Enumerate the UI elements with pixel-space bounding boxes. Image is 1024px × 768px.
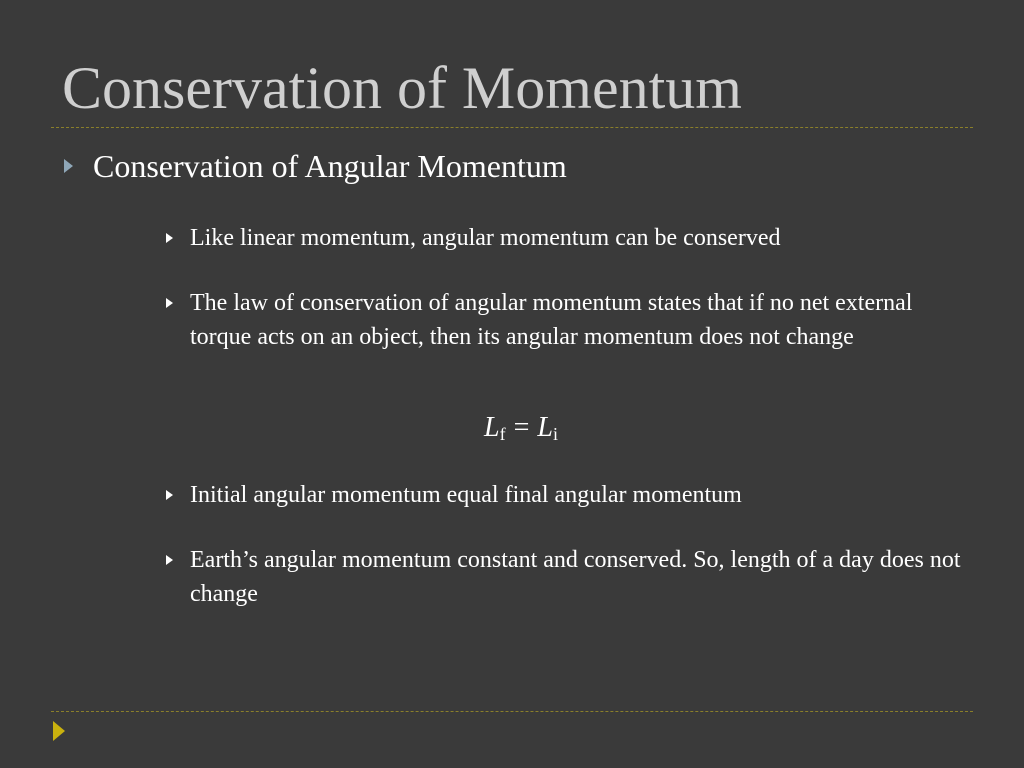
bullet-text: Earth’s angular momentum constant and conserved. So, length of a day does not change: [190, 547, 961, 607]
footer-divider: [51, 711, 973, 712]
triangle-right-icon: [64, 159, 73, 173]
bullet-item: [166, 478, 966, 512]
bullet-text: Initial angular momentum equal final angular momentum: [190, 482, 742, 508]
triangle-right-icon: [166, 233, 173, 243]
section-heading: Conservation of Angular Momentum: [93, 148, 567, 184]
slide-title: Conservation of Momentum: [62, 55, 742, 121]
bullet-text: Like linear momentum, angular momentum can be conserved: [190, 225, 781, 251]
title-divider: [51, 127, 973, 128]
play-triangle-icon: [53, 721, 65, 741]
triangle-right-icon: [166, 298, 173, 308]
triangle-right-icon: [166, 555, 173, 565]
equation-lhs-sub: f: [499, 424, 506, 444]
equation-operator: =: [513, 412, 530, 443]
bullet-item: [166, 543, 966, 611]
equation: [484, 410, 558, 452]
equation-rhs-sub: i: [552, 424, 558, 444]
bullet-item: [166, 286, 966, 354]
bullet-item: [166, 221, 966, 255]
equation-lhs-var: L: [484, 412, 500, 443]
level1-bullet: [64, 147, 567, 185]
bullet-text: The law of conservation of angular momentum states that if no net external torque acts on an object, then its angular momentum does not change: [190, 290, 913, 350]
triangle-right-icon: [166, 490, 173, 500]
equation-rhs-var: L: [537, 412, 553, 443]
